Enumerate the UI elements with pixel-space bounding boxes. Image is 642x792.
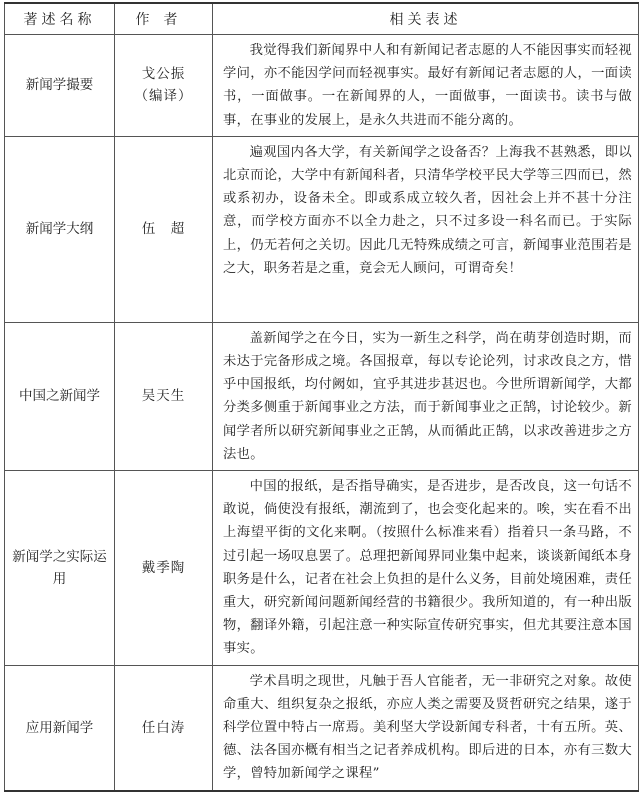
table-row bbox=[5, 35, 639, 137]
header-row bbox=[5, 3, 639, 35]
row-title: 新闻学撮要 bbox=[5, 35, 115, 137]
row-title: 中国之新闻学 bbox=[5, 322, 115, 470]
table-row bbox=[5, 471, 639, 666]
row-excerpt: 遍观国内各大学，有关新闻学之设备否？上海我不甚熟悉，即以北京而论，大学中有新闻科者，只清华学校平民大学等三四而已，然或系初办，设备未全。即或系成立较久者，因社会上并不甚十分注意，而学校方面亦不以全力赴之，只不过多设一科名而已。于实际上，仍无若何之关切。因此几无特殊成绩之可言，新闻事业范围若是之大，职务若是之重，竟会无人顾问，可谓奇矣！ bbox=[213, 136, 639, 322]
row-author: 戴季陶 bbox=[115, 471, 213, 666]
works-table bbox=[4, 2, 639, 792]
row-title: 新闻学之实际运用 bbox=[5, 471, 115, 666]
author-note: （编译） bbox=[134, 88, 193, 105]
row-excerpt: 中国的报纸，是否指导确实，是否进步，是否改良，这一句话不敢说，倘使没有报纸，潮流到了，也会变化起来的。唉，实在看不出上海望平街的文化来啊。（按照什么标准来看）指着只一条马路，不过引起一场叹息罢了。总理把新闻界同业集中起来，谈谈新闻纸本身职务是什么，记者在社会上负担的是什么义务，目前处境困难，责任重大，研究新闻问题新闻经营的书籍很少。我所知道的，有一种出版物，翻译外籍，引起注意一种实际宣传研究事实，但尤其要注意本国事实。 bbox=[213, 471, 639, 666]
table-row bbox=[5, 136, 639, 322]
row-author bbox=[115, 35, 213, 137]
row-excerpt: 我觉得我们新闻界中人和有新闻记者志愿的人不能因事实而轻视学问，亦不能因学问而轻视事实。最好有新闻记者志愿的人，一面读书，一面做事。一在新闻界的人，一面做事，一面读书。读书与做事，在事业的发展上，是永久共进而不能分离的。 bbox=[213, 35, 639, 137]
author-name: 戈公振 bbox=[141, 66, 186, 83]
row-author: 伍 超 bbox=[115, 136, 213, 322]
row-title: 应用新闻学 bbox=[5, 665, 115, 791]
row-author: 任白涛 bbox=[115, 665, 213, 791]
row-author: 吴天生 bbox=[115, 322, 213, 470]
row-excerpt: 盖新闻学之在今日，实为一新生之科学，尚在萌芽创造时期，而未达于完备形成之境。各国报章，每以专论论列，讨求改良之方，惜乎中国报纸，均付阙如，宜乎其进步甚迟也。今世所谓新闻学，大都分类多侧重于新闻事业之方法，而于新闻事业之正鹄，讨论较少。新闻学者所以研究新闻事业之正鹄，从而循此正鹄，以求改善进步之方法也。 bbox=[213, 322, 639, 470]
row-excerpt: 学术昌明之现世，凡触于吾人官能者，无一非研究之对象。故使命重大、组织复杂之报纸，亦应人类之需要及贤哲研究之结果，遂于科学位置中特占一席焉。美利坚大学设新闻专科者，十有五所。英、德、法各国亦概有相当之记者养成机构。即后进的日本，亦有三数大学，曾特加新闻学之课程” bbox=[213, 665, 639, 791]
header-excerpt: 相关表述 bbox=[213, 3, 639, 35]
header-author: 作者 bbox=[115, 3, 213, 35]
row-title: 新闻学大纲 bbox=[5, 136, 115, 322]
table-row bbox=[5, 322, 639, 470]
header-title: 著述名称 bbox=[5, 3, 115, 35]
table-row bbox=[5, 665, 639, 791]
